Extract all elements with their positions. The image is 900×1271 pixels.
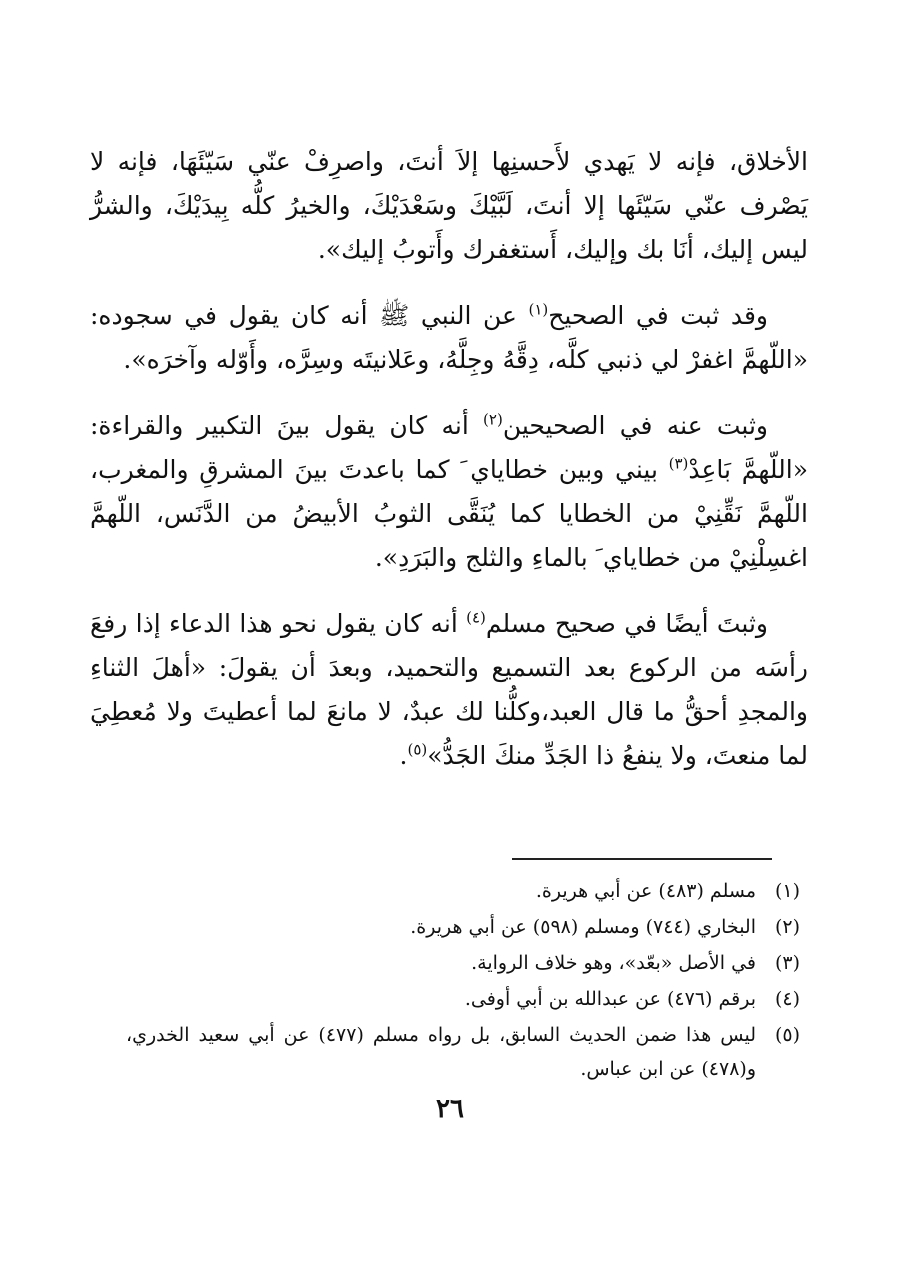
footnotes [126, 874, 800, 1088]
paragraph-text: . [399, 741, 408, 770]
paragraph-4 [90, 602, 808, 778]
footnote-ref-5[interactable]: (٥) [407, 740, 428, 759]
page-number: ٢٦ [436, 1094, 464, 1124]
footnote-text: البخاري (٧٤٤) ومسلم (٥٩٨) عن أبي هريرة. [410, 916, 756, 938]
footnote-text: في الأصل «بعّد»، وهو خلاف الرواية. [471, 952, 756, 974]
footnote-text: برقم (٤٧٦) عن عبدالله بن أبي أوفى. [464, 988, 756, 1010]
main-text [90, 140, 808, 800]
paragraph-text: أنه كان يقول بينَ التكبير والقراءة: «اللّهمَّ بَاعِدْ [90, 411, 809, 484]
paragraph-2 [90, 294, 808, 382]
paragraph-text: وثبتَ أيضًا في صحيح مسلم [485, 609, 768, 638]
paragraph-text: الأخلاق، فإنه لا يَهدي لأَحسنِها إلاَ أنتَ، واصرِفْ عنّي سَيّئَهَا، فإنه لا يَصْرف عنّي سَيّئَها إلا أنتَ، لَبَّيْكَ وسَعْدَيْكَ، والخيرُ كلُّه بِيدَيْكَ، والشرُّ ليس إليك، أنَا بك وإليك، أَستغفرك وأَتوبُ إليك». [90, 147, 808, 264]
footnote-item [126, 946, 800, 980]
paragraph-text: أنه كان يقول نحو هذا الدعاء إذا رفعَ رأسَه من الركوع بعد التسميع والتحميد، وبعدَ أن يقولَ: «أهلَ الثناءِ والمجدِ أحقُّ ما قال العبد،وكلُّنا لك عبدٌ، لا مانعَ لما أعطيتَ ولا مُعطِيَ لما منعتَ، ولا ينفعُ ذا الجَدِّ منكَ الجَدُّ» [90, 609, 808, 770]
paragraph-text: وقد ثبت في الصحيح [548, 301, 768, 330]
footnote-divider [512, 858, 772, 860]
footnote-ref-4[interactable]: (٤) [466, 608, 486, 627]
footnote-number: (٥) [774, 1024, 800, 1046]
footnote-ref-3[interactable]: (٣) [668, 454, 689, 473]
footnote-number: (١) [774, 880, 800, 902]
footnote-ref-2[interactable]: (٢) [483, 410, 503, 429]
footnote-number: (٣) [774, 952, 800, 974]
paragraph-text: عن النبي ﷺ أنه كان يقول في سجوده: «اللّهمَّ اغفرْ لي ذنبي كلَّه، دِقَّهُ وجِلَّهُ، وعَلانيتَه وسِرَّه، وأَوّله وآخرَه». [90, 301, 808, 374]
footnote-text: مسلم (٤٨٣) عن أبي هريرة. [535, 880, 756, 902]
paragraph-text: بيني وبين خطاياي َ كما باعدتَ بينَ المشرقِ والمغرب، اللّهمَّ نَقِّنِيْ من الخطايا كما يُنَقَّى الثوبُ الأبيضُ من الدَّنَس، اللّهمَّ اغسِلْنِيْ من خطاياي َ بالماءِ والثلج والبَرَدِ». [90, 455, 808, 572]
footnote-item [126, 910, 800, 944]
paragraph-3 [90, 404, 808, 580]
footnote-item [126, 874, 800, 908]
footnote-text: ليس هذا ضمن الحديث السابق، بل رواه مسلم (٤٧٧) عن أبي سعيد الخدري، و(٤٧٨) عن ابن عباس. [126, 1024, 756, 1080]
footnote-item [126, 982, 800, 1016]
paragraph-text: وثبت عنه في الصحيحين [502, 411, 768, 440]
footnote-ref-1[interactable]: (١) [528, 300, 549, 319]
paragraph-1 [90, 140, 808, 272]
footnote-item [126, 1018, 800, 1086]
footnote-number: (٢) [774, 916, 800, 938]
footnote-number: (٤) [774, 988, 800, 1010]
